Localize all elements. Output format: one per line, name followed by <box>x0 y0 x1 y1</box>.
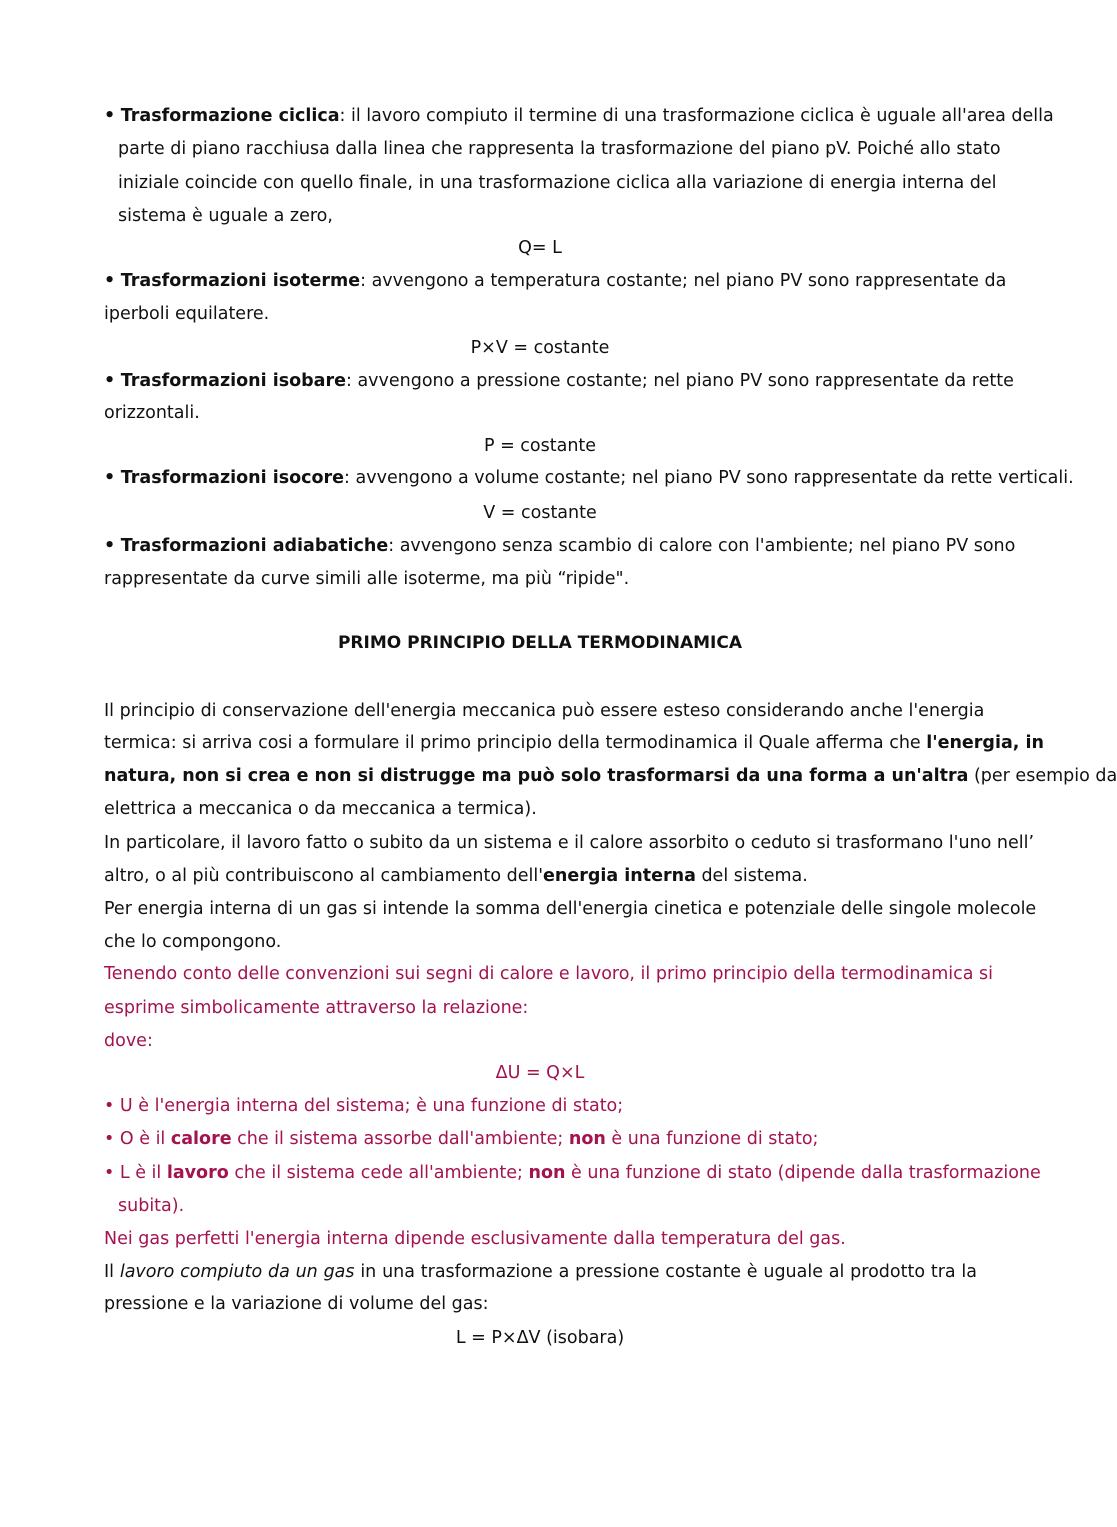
term-isobare: Trasformazioni isobare <box>120 371 346 391</box>
bullet: • <box>104 1129 115 1149</box>
bullet: • <box>104 468 116 488</box>
term-ciclica: Trasformazione ciclica <box>120 106 340 126</box>
p1-bold-2b: l'energia, in <box>926 733 1044 753</box>
formula-isobara: L = P×ΔV (isobara) <box>455 1328 625 1348</box>
ciclica-line-4: sistema è uguale a zero, <box>118 206 333 226</box>
bullet-q-e: è una funzione di stato; <box>605 1129 819 1149</box>
isobare-text-1: : avvengono a pressione costante; nel piano PV sono rappresentate da rette <box>345 371 1014 391</box>
bullet-q-a: O è il <box>119 1129 171 1149</box>
bullet-l-non: non <box>528 1163 566 1183</box>
formula-primo-principio: ΔU = Q×L <box>495 1063 585 1083</box>
isocore-text-1: : avvengono a volume costante; nel piano PV sono rappresentate da rette verticali. <box>344 468 1074 488</box>
principio-p1-line-2 <box>104 731 1044 755</box>
ciclica-line-2: parte di piano racchiusa dalla linea che rappresenta la trasformazione del piano pV. Poiché allo stato <box>118 139 1001 159</box>
principio-p1-line-4: elettrica a meccanica o da meccanica a termica). <box>104 799 537 819</box>
ciclica-line-1 <box>104 104 1054 128</box>
term-isocore: Trasformazioni isocore <box>120 468 345 488</box>
bullet-l <box>104 1161 1041 1185</box>
ciclica-line-3: iniziale coincide con quello finale, in una trasformazione ciclica alla variazione di energia interna del <box>118 173 997 193</box>
p2-text-2a: altro, o al più contribuiscono al cambiamento dell' <box>104 866 544 886</box>
p4-text-a: Il <box>104 1262 120 1282</box>
bullet-q-non: non <box>568 1129 606 1149</box>
principio-magenta-line-4: Nei gas perfetti l'energia interna dipende esclusivamente dalla temperatura del gas. <box>104 1229 846 1249</box>
bullet-l-line-2: subita). <box>118 1196 185 1216</box>
bullet-l-e: è una funzione di stato (dipende dalla trasformazione <box>565 1163 1041 1183</box>
adiabatiche-text-1: : avvengono senza scambio di calore con l'ambiente; nel piano PV sono <box>388 536 1016 556</box>
principio-p3-line-2: che lo compongono. <box>104 932 282 952</box>
bullet-q-calore: calore <box>170 1129 232 1149</box>
term-isoterme: Trasformazioni isoterme <box>120 271 361 291</box>
formula-isocore: V = costante <box>483 503 597 523</box>
bullet: • <box>104 271 116 291</box>
bullet-q-c: che il sistema assorbe dall'ambiente; <box>231 1129 569 1149</box>
principio-p1-line-3 <box>104 764 1117 788</box>
principio-magenta-line-3: dove: <box>104 1031 153 1051</box>
bullet: • <box>104 536 116 556</box>
section-heading: PRIMO PRINCIPIO DELLA TERMODINAMICA <box>337 633 743 653</box>
isoterme-line-2: iperboli equilatere. <box>104 304 270 324</box>
formula-isobare: P = costante <box>483 436 597 456</box>
bullet: • <box>104 1096 115 1116</box>
formula-isoterme: P×V = costante <box>470 338 610 358</box>
term-adiabatiche: Trasformazioni adiabatiche <box>120 536 389 556</box>
bullet-l-a: L è il <box>119 1163 167 1183</box>
bullet-u <box>104 1094 977 1118</box>
principio-p2-line-1: In particolare, il lavoro fatto o subito da un sistema e il calore assorbito o ceduto si trasformano l'uno nell’ <box>104 833 1035 853</box>
p4-italic-lavoro: lavoro compiuto da un gas <box>119 1262 355 1282</box>
isoterme-line-1 <box>104 269 1007 293</box>
p1-text-2a: termica: si arriva cosi a formulare il primo principio della termodinamica il Quale afferma che <box>104 733 927 753</box>
ciclica-text-1: : il lavoro compiuto il termine di una trasformazione ciclica è uguale all'area della <box>339 106 1054 126</box>
p2-text-2c: del sistema. <box>695 866 808 886</box>
bullet-l-lavoro: lavoro <box>166 1163 229 1183</box>
principio-p4-line-2: pressione e la variazione di volume del gas: <box>104 1294 489 1314</box>
principio-p4-line-1 <box>104 1260 977 1284</box>
bullet-l-c: che il sistema cede all'ambiente; <box>228 1163 529 1183</box>
bullet-u-text: U è l'energia interna del sistema; è una funzione di stato; <box>114 1096 624 1116</box>
principio-magenta-line-1: Tenendo conto delle convenzioni sui segni di calore e lavoro, il primo principio della termodinamica si <box>104 964 994 984</box>
p2-bold-energia-interna: energia interna <box>543 866 696 886</box>
p1-bold-3a: natura, non si crea e non si distrugge ma può solo trasformarsi da una forma a un'altra <box>104 766 969 786</box>
p4-text-c: in una trasformazione a pressione costante è uguale al prodotto tra la <box>354 1262 977 1282</box>
principio-p1-line-1: Il principio di conservazione dell'energia meccanica può essere esteso considerando anche l'energia <box>104 701 985 721</box>
formula-ciclica: Q= L <box>518 238 562 258</box>
bullet: • <box>104 371 116 391</box>
adiabatiche-line-2: rappresentate da curve simili alle isoterme, ma più “ripide". <box>104 569 630 589</box>
bullet-q <box>104 1127 977 1151</box>
isobare-line-1 <box>104 369 1014 393</box>
adiabatiche-line-1 <box>104 534 1016 558</box>
principio-p2-line-2 <box>104 864 977 888</box>
bullet: • <box>104 106 116 126</box>
bullet: • <box>104 1163 115 1183</box>
isocore-line-1 <box>104 466 1074 490</box>
isoterme-text-1: : avvengono a temperatura costante; nel piano PV sono rappresentate da <box>360 271 1007 291</box>
p1-text-3b: (per esempio da <box>968 766 1117 786</box>
principio-p3-line-1: Per energia interna di un gas si intende la somma dell'energia cinetica e potenziale delle singole molecole <box>104 899 1037 919</box>
isobare-line-2: orizzontali. <box>104 403 200 423</box>
principio-magenta-line-2: esprime simbolicamente attraverso la relazione: <box>104 998 529 1018</box>
